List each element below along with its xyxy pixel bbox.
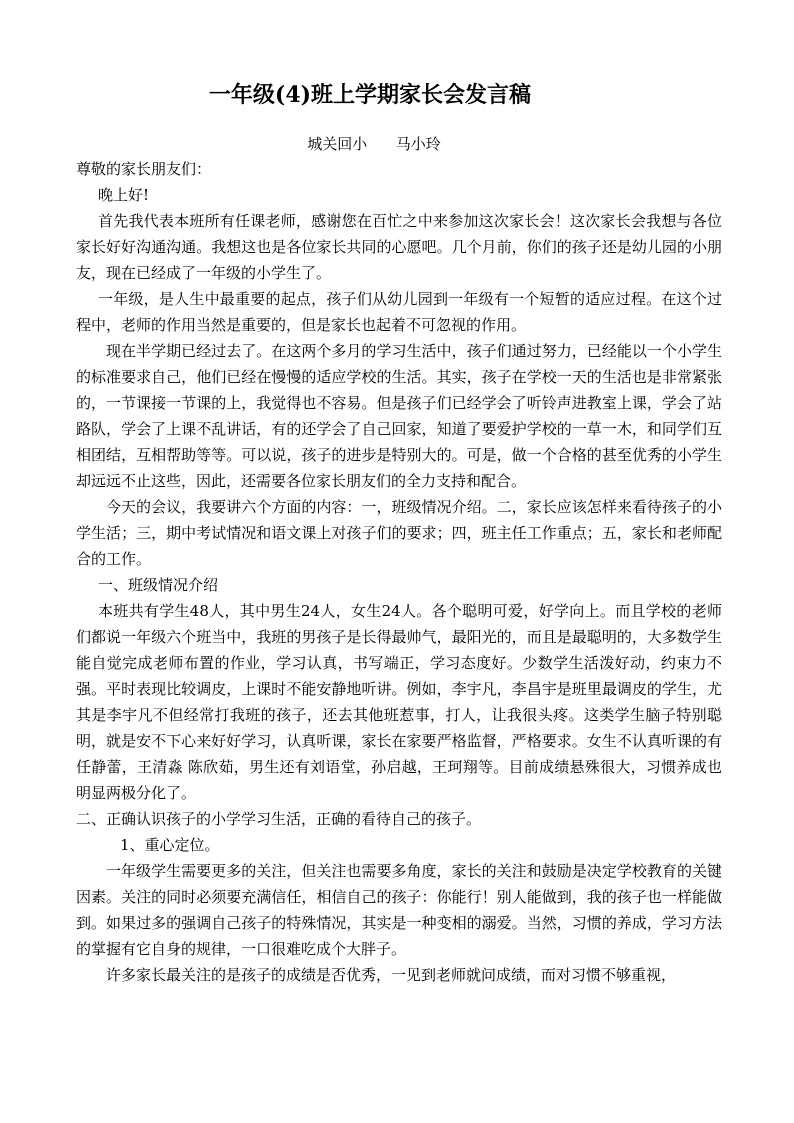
author-byline: 城关回小 马小玲 <box>307 135 441 153</box>
paragraph-class-overview: 本班共有学生48人，其中男生24人，女生24人。各个聪明可爱，好学向上。而且学校的老师们都说一年级六个班当中，我班的男孩子是长得最帅气，最阳光的，而且是最聪明的，大多数学生能自觉完成老师布置的作业，学习认真，书写端正，学习态度好。少数学生活泼好动，约束力不强。平时表现比较调皮，上课时不能安静地听讲。例如，李宇凡，李昌宇是班里最调皮的学生，尤其是李宇凡不但经常打我班的孩子，还去其他班惹事，打人，让我很头疼。这类学生脑子特别聪明，就是安不下心来好好学习，认真听课，家长在家要严格监督，严格要求。女生不认真听课的有任静蕾，王清淼 陈欣茹，男生还有刘语堂，孙启越，王珂翔等。目前成绩悬殊很大，习惯养成也明显两极分化了。 <box>76 602 722 802</box>
section-heading-class-overview: 一、班级情况介绍 <box>98 576 219 594</box>
paragraph-first-grade: 一年级，是人生中最重要的起点，孩子们从幼儿园到一年级有一个短暂的适应过程。在这个过程中，老师的作用当然是重要的，但是家长也起着不可忽视的作用。 <box>76 290 722 334</box>
subheading-focus: 1、重心定位。 <box>120 836 220 854</box>
greeting: 晚上好! <box>98 186 150 204</box>
section-heading-school-life: 二、正确认识孩子的小学学习生活，正确的看待自己的孩子。 <box>76 810 482 828</box>
paragraph-half-semester: 现在半学期已经过去了。在这两个多月的学习生活中，孩子们通过努力，已经能以一个小学生的标准要求自己，他们已经在慢慢的适应学校的生活。其实，孩子在学校一天的生活也是非常紧张的，一节课接一节课的上，我觉得也不容易。但是孩子们已经学会了听铃声进教室上课，学会了站路队，学会了上课不乱讲话，有的还学会了自己回家，知道了要爱护学校的一草一木，和同学们互相团结，互相帮助等等。可以说，孩子的进步是特别大的。可是，做一个合格的甚至优秀的小学生却远远不止这些，因此，还需要各位家长朋友们的全力支持和配合。 <box>76 342 722 490</box>
paragraph-attention: 一年级学生需要更多的关注，但关注也需要多角度，家长的关注和鼓励是决定学校教育的关键因素。关注的同时必须要充满信任，相信自己的孩子：你能行！别人能做到，我的孩子也一样能做到。如果过多的强调自己孩子的特殊情况，其实是一种变相的溺爱。当然，习惯的养成，学习方法的掌握有它自身的规律，一口很难吃成个大胖子。 <box>76 862 722 958</box>
paragraph-intro: 首先我代表本班所有任课老师，感谢您在百忙之中来参加这次家长会！这次家长会我想与各位家长好好沟通沟通。我想这也是各位家长共同的心愿吧。几个月前，你们的孩子还是幼儿园的小朋友，现在已经成了一年级的小学生了。 <box>76 212 722 282</box>
document-page <box>76 80 722 988</box>
paragraph-grades: 许多家长最关注的是孩子的成绩是否优秀，一见到老师就问成绩，而对习惯不够重视， <box>106 966 677 984</box>
paragraph-agenda: 今天的会议，我要讲六个方面的内容：一，班级情况介绍。二，家长应该怎样来看待孩子的小学生活；三，期中考试情况和语文课上对孩子们的要求；四，班主任工作重点；五，家长和老师配合的工作。 <box>76 498 722 568</box>
salutation: 尊敬的家长朋友们： <box>76 160 212 178</box>
document-title: 一年级(4)班上学期家长会发言稿 <box>208 82 532 108</box>
